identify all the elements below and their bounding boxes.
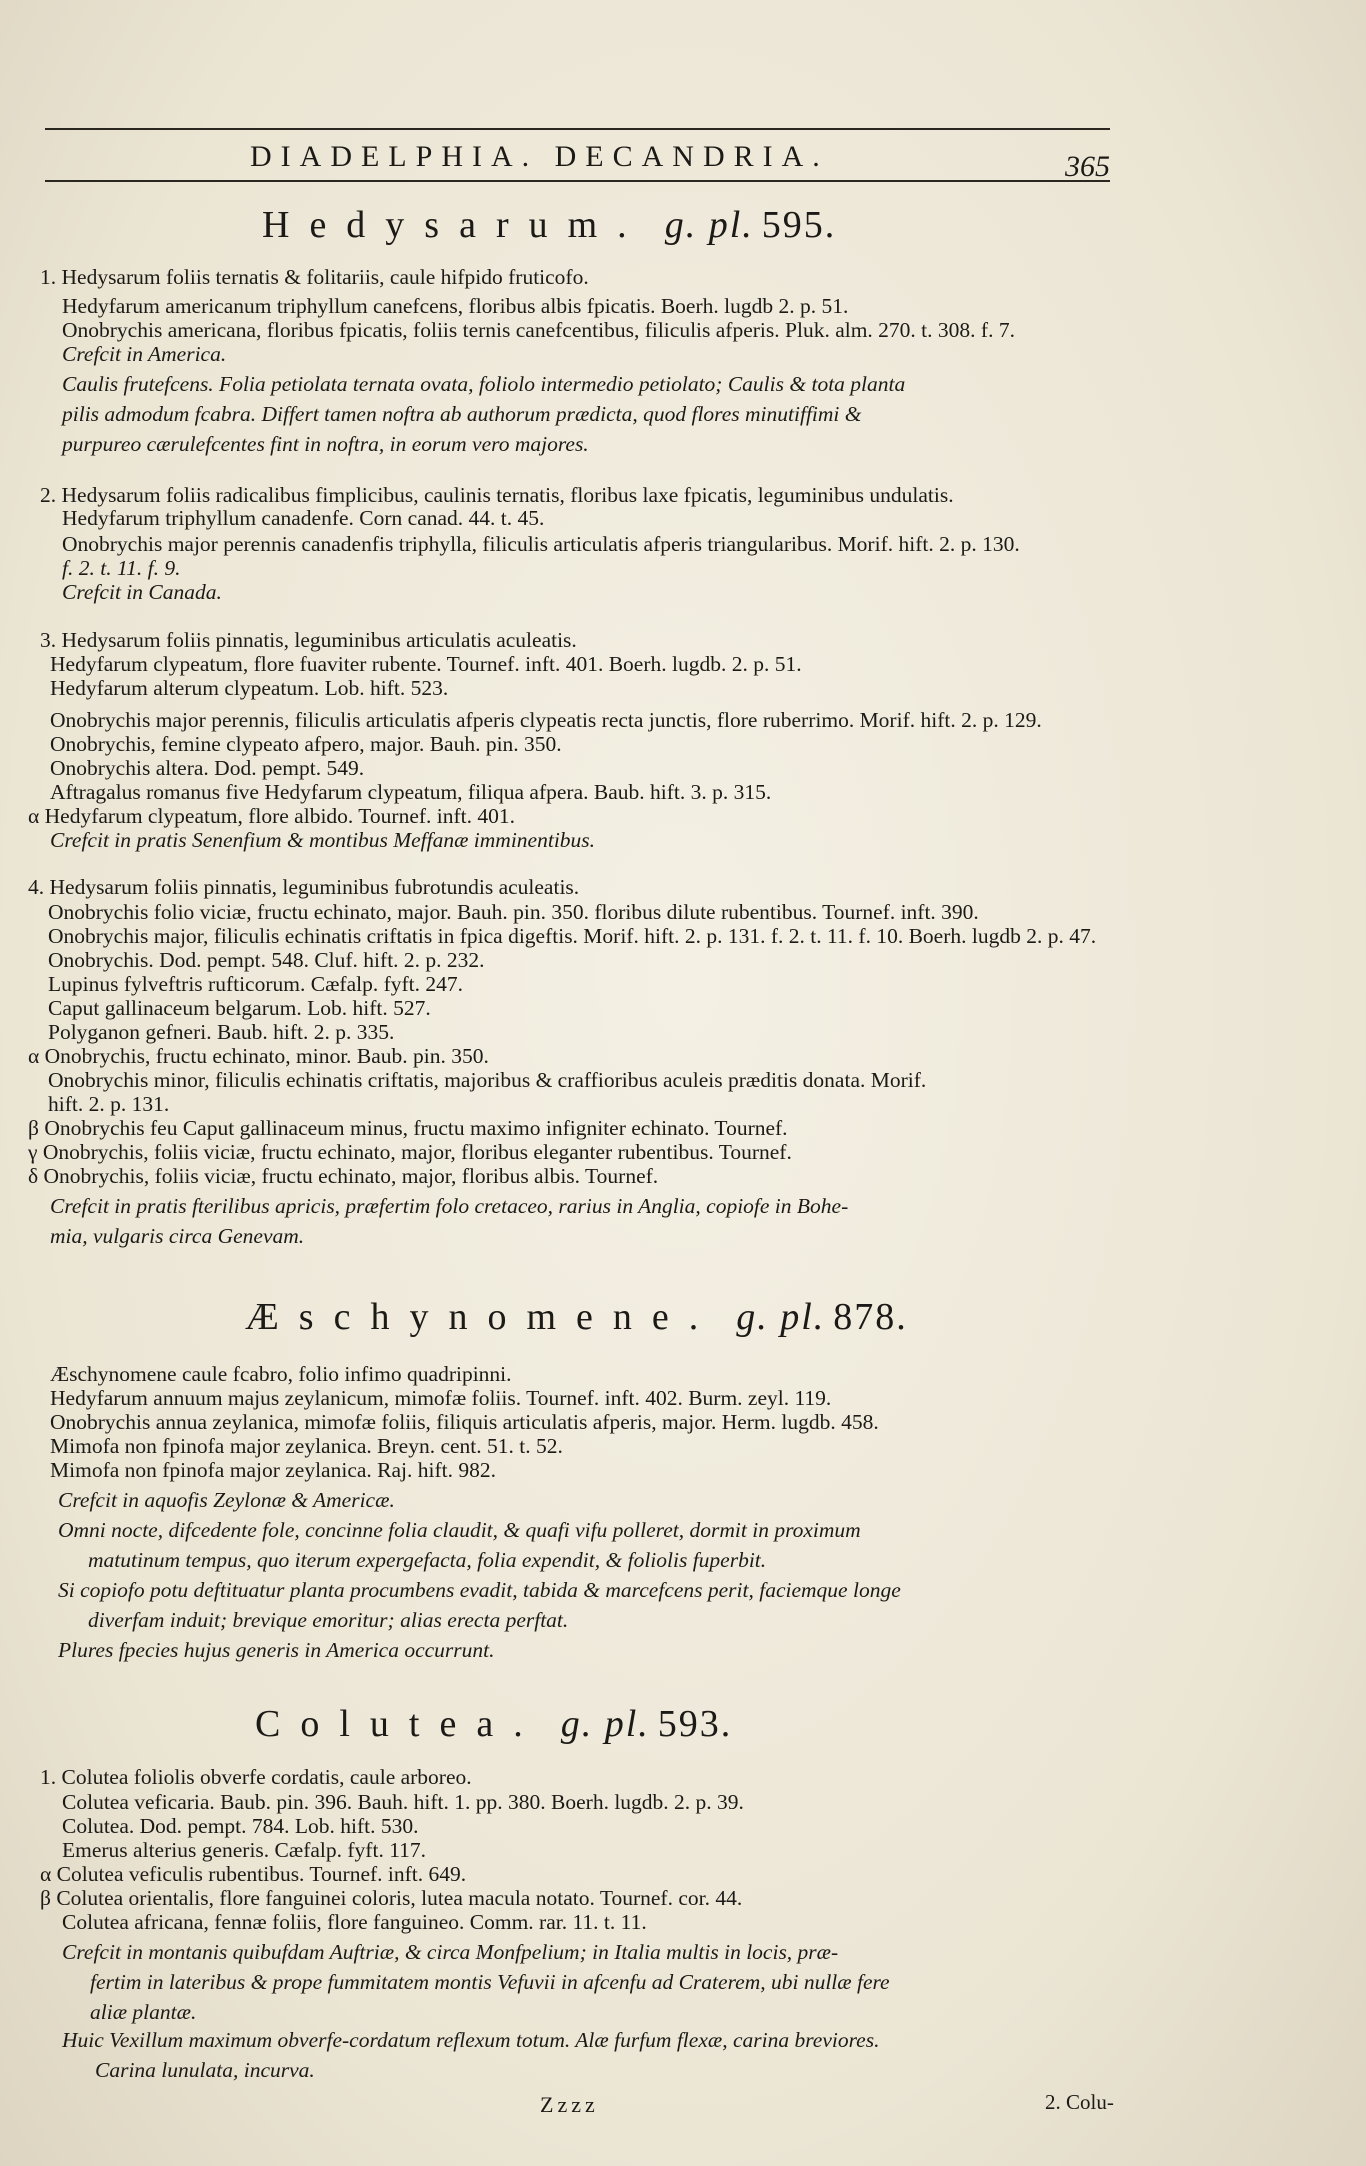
genus-heading-aeschynomene (245, 1295, 908, 1339)
page-number: 365 (1065, 150, 1110, 183)
text-line: Omni nocte, difcedente fole, concinne folia claudit, & quafi vifu polleret, dormit in proximum (58, 1518, 861, 1542)
signature-mark: Zzzz (540, 2092, 599, 2117)
text-line: Onobrychis minor, filiculis echinatis criftatis, majoribus & craffioribus aculeis præditis donata. Morif. (48, 1068, 927, 1092)
text-line: γ Onobrychis, foliis viciæ, fructu echinato, major, floribus eleganter rubentibus. Tournef. (28, 1140, 792, 1164)
text-line: Lupinus fylveftris rufticorum. Cæfalp. fyft. 247. (48, 972, 463, 996)
genus-gp: g. pl. (560, 1703, 650, 1745)
text-line: Colutea africana, fennæ foliis, flore fanguineo. Comm. rar. 11. t. 11. (62, 1910, 647, 1934)
text-line: Hedyfarum alterum clypeatum. Lob. hift. 523. (50, 676, 449, 700)
genus-heading-hedysarum (262, 203, 836, 247)
text-line: Hedyfarum triphyllum canadenfe. Corn canad. 44. t. 45. (62, 506, 545, 530)
text-line: f. 2. t. 11. f. 9. (62, 556, 181, 580)
text-line: Polyganon gefneri. Baub. hift. 2. p. 335. (48, 1020, 395, 1044)
text-line: 1. Colutea foliolis obverfe cordatis, caule arboreo. (40, 1765, 472, 1789)
text-line: Mimofa non fpinofa major zeylanica. Breyn. cent. 51. t. 52. (50, 1434, 563, 1458)
genus-gp: g. pl. (736, 1296, 826, 1338)
text-line: 2. Hedysarum foliis radicalibus fimplicibus, caulinis ternatis, floribus laxe fpicatis, leguminibus undulatis. (40, 483, 954, 507)
text-line: fertim in lateribus & prope fummitatem montis Vefuvii in afcenfu ad Craterem, ubi nullæ fere (90, 1970, 890, 1994)
text-line: Carina lunulata, incurva. (95, 2058, 315, 2082)
text-line: Emerus alterius generis. Cæfalp. fyft. 117. (62, 1838, 427, 1862)
text-line: Æschynomene caule fcabro, folio infimo quadripinni. (50, 1362, 512, 1386)
running-head: DIADELPHIA. DECANDRIA. (250, 140, 829, 173)
text-line: Onobrychis altera. Dod. pempt. 549. (50, 756, 365, 780)
text-line: Onobrychis annua zeylanica, mimofæ foliis, filiquis articulatis afperis, major. Herm. lugdb. 458. (50, 1410, 879, 1434)
text-line: β Onobrychis feu Caput gallinaceum minus, fructu maximo infigniter echinato. Tournef. (28, 1116, 788, 1140)
text-line: Crefcit in montanis quibufdam Auftriæ, & circa Monfpelium; in Italia multis in locis, præ- (62, 1940, 839, 1964)
genus-gp: g. pl. (664, 204, 754, 246)
text-line: Crefcit in pratis Senenfium & montibus Meffanæ imminentibus. (50, 828, 596, 852)
text-line: α Onobrychis, fructu echinato, minor. Baub. pin. 350. (28, 1044, 489, 1068)
text-line: Onobrychis major perennis canadenfis triphylla, filiculis articulatis afperis triangularibus. Morif. hift. 2. p. 130. (62, 532, 1020, 556)
genus-number: 593. (657, 1703, 733, 1745)
text-line: Crefcit in America. (62, 342, 227, 366)
text-line: aliæ plantæ. (90, 2000, 197, 2024)
text-line: purpureo cærulefcentes fint in noftra, in eorum vero majores. (62, 432, 589, 456)
text-line: Crefcit in Canada. (62, 580, 222, 604)
genus-number: 595. (761, 204, 837, 246)
text-line: Si copiofo potu deftituatur planta procumbens evadit, tabida & marcefcens perit, faciemque longe (58, 1578, 901, 1602)
text-line: diverfam induit; brevique emoritur; alias erecta perftat. (88, 1608, 569, 1632)
text-line: α Colutea veficulis rubentibus. Tournef. inft. 649. (40, 1862, 467, 1886)
text-line: Caulis frutefcens. Folia petiolata ternata ovata, foliolo intermedio petiolato; Caulis & tota planta (62, 372, 906, 396)
header-rule-top (45, 128, 1110, 130)
text-line: Onobrychis major perennis, filiculis articulatis afperis clypeatis recta junctis, flore ruberrimo. Morif. hift. 2. p. 129. (50, 708, 1042, 732)
text-line: matutinum tempus, quo iterum expergefacta, folia expendit, & foliolis fuperbit. (88, 1548, 767, 1572)
text-line: Hedyfarum clypeatum, flore fuaviter rubente. Tournef. inft. 401. Boerh. lugdb. 2. p. 51. (50, 652, 802, 676)
text-line: hift. 2. p. 131. (48, 1092, 170, 1116)
genus-number: 878. (833, 1296, 908, 1338)
genus-title: Æschynomene. (245, 1296, 719, 1338)
text-line: Colutea. Dod. pempt. 784. Lob. hift. 530. (62, 1814, 419, 1838)
text-line: pilis admodum fcabra. Differt tamen noftra ab authorum prædicta, quod flores minutiffimi & (62, 402, 862, 426)
text-line: Crefcit in pratis fterilibus apricis, præfertim folo cretaceo, rarius in Anglia, copiofe in Bohe- (50, 1194, 849, 1218)
text-line: Onobrychis major, filiculis echinatis criftatis in fpica digeftis. Morif. hift. 2. p. 131. f. 2. t. 11. f. 10. Boerh. lugdb 2. p. 47. (48, 924, 1097, 948)
catchword: 2. Colu- (1045, 2090, 1114, 2114)
text-line: α Hedyfarum clypeatum, flore albido. Tournef. inft. 401. (28, 804, 516, 828)
genus-title: Colutea. (255, 1703, 543, 1745)
text-line: β Colutea orientalis, flore fanguinei coloris, lutea macula notato. Tournef. cor. 44. (40, 1886, 743, 1910)
text-line: Onobrychis folio viciæ, fructu echinato, major. Bauh. pin. 350. floribus dilute rubentibus. Tournef. inft. 390. (48, 900, 979, 924)
genus-title: Hedysarum. (262, 204, 647, 246)
text-line: Onobrychis, femine clypeato afpero, major. Bauh. pin. 350. (50, 732, 562, 756)
text-line: 3. Hedysarum foliis pinnatis, leguminibus articulatis aculeatis. (40, 628, 577, 652)
text-line: Hedyfarum americanum triphyllum canefcens, floribus albis fpicatis. Boerh. lugdb 2. p. 51. (62, 294, 849, 318)
text-line: Hedyfarum annuum majus zeylanicum, mimofæ foliis. Tournef. inft. 402. Burm. zeyl. 119. (50, 1386, 832, 1410)
text-line: Aftragalus romanus five Hedyfarum clypeatum, filiqua afpera. Baub. hift. 3. p. 315. (50, 780, 772, 804)
text-line: Mimofa non fpinofa major zeylanica. Raj. hift. 982. (50, 1458, 496, 1482)
text-line: Crefcit in aquofis Zeylonæ & Americæ. (58, 1488, 395, 1512)
text-line: 4. Hedysarum foliis pinnatis, leguminibus fubrotundis aculeatis. (28, 875, 580, 899)
text-line: Colutea veficaria. Baub. pin. 396. Bauh. hift. 1. pp. 380. Boerh. lugdb. 2. p. 39. (62, 1790, 744, 1814)
text-line: mia, vulgaris circa Genevam. (50, 1224, 305, 1248)
text-line: Plures fpecies hujus generis in America occurrunt. (58, 1638, 495, 1662)
header-rule-bottom (45, 180, 1110, 182)
text-line: Onobrychis americana, floribus fpicatis, foliis ternis canefcentibus, filiculis afperis. Pluk. alm. 270. t. 308. f. 7. (62, 318, 1015, 342)
text-line: Huic Vexillum maximum obverfe-cordatum reflexum totum. Alæ furfum flexæ, carina breviores. (62, 2028, 880, 2052)
text-line: Caput gallinaceum belgarum. Lob. hift. 527. (48, 996, 431, 1020)
text-line: Onobrychis. Dod. pempt. 548. Cluf. hift. 2. p. 232. (48, 948, 485, 972)
text-line: δ Onobrychis, foliis viciæ, fructu echinato, major, floribus albis. Tournef. (28, 1164, 659, 1188)
genus-heading-colutea (255, 1702, 732, 1746)
text-line: 1. Hedysarum foliis ternatis & folitariis, caule hifpido fruticofo. (40, 265, 589, 289)
